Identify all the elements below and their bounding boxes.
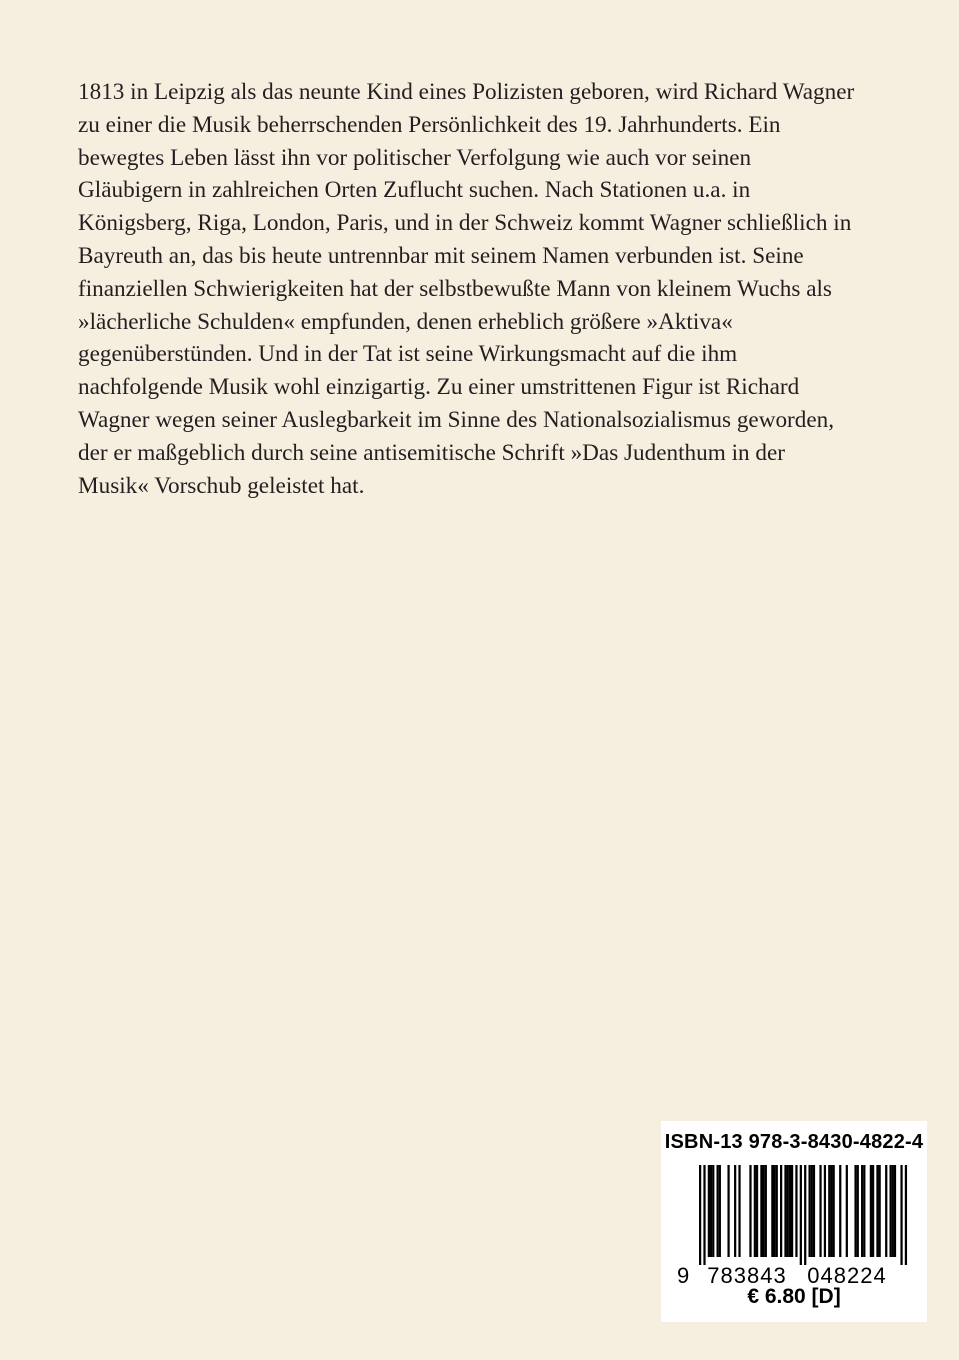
barcode-bar [905, 1165, 907, 1265]
isbn-label: ISBN-13 978-3-8430-4822-4 [664, 1131, 924, 1153]
barcode-bar [839, 1165, 841, 1257]
barcode-bar [776, 1165, 778, 1257]
description-line: der er maßgeblich durch seine antisemitische Schrift »Das Judenthum in der [78, 439, 786, 466]
barcode-bar [828, 1165, 830, 1257]
barcode-bar [784, 1165, 786, 1257]
barcode-left-digits: 783843 [707, 1263, 787, 1288]
barcode-bar [861, 1165, 863, 1257]
description-line: nachfolgende Musik wohl einzigartig. Zu einer umstrittenen Figur ist Richard [78, 374, 800, 401]
barcode-bar [780, 1165, 782, 1257]
barcode-bar [762, 1165, 764, 1257]
barcode-bar [824, 1165, 826, 1257]
barcode-bar [885, 1165, 887, 1257]
description-line: Wagner wegen seiner Auslegbarkeit im Sinne des Nationalsozialismus geworden, [78, 406, 835, 433]
barcode-bar [727, 1165, 729, 1257]
barcode-bar [833, 1165, 835, 1257]
barcode-bar [854, 1165, 856, 1257]
barcode-bar [719, 1165, 721, 1257]
barcode-bar [900, 1165, 902, 1265]
barcode-bar [795, 1165, 797, 1257]
barcode-bar [894, 1165, 896, 1257]
barcode-bar [710, 1165, 712, 1257]
barcode-bar [734, 1165, 736, 1257]
description-line: 1813 in Leipzig als das neunte Kind eines Polizisten geboren, wird Richard Wagner [78, 79, 855, 105]
barcode-bar [749, 1165, 751, 1257]
description-line: bewegtes Leben lässt ihn vor politischer Verfolgung wie auch vor seinen [78, 144, 752, 171]
barcode-bar [892, 1165, 894, 1257]
barcode-bar [813, 1165, 815, 1257]
barcode-right-digits: 048224 [807, 1263, 887, 1288]
barcode-bar [708, 1165, 710, 1257]
barcode-bar [800, 1165, 802, 1265]
description-line: Musik« Vorschub geleistet hat. [78, 472, 365, 499]
barcode-bar [879, 1165, 881, 1257]
barcode-bar [771, 1165, 773, 1257]
description-line: »lächerliche Schulden« empfunden, denen erheblich größere »Aktiva« [78, 308, 733, 335]
barcode-bar [876, 1165, 878, 1257]
barcode-bar [804, 1165, 806, 1265]
barcode-bar [870, 1165, 872, 1257]
barcode-bar [787, 1165, 789, 1257]
isbn-barcode-box [661, 1121, 927, 1322]
barcode-bar [765, 1165, 767, 1257]
barcode-bar [756, 1165, 758, 1257]
barcode-bar [717, 1165, 719, 1257]
description-line: zu einer die Musik beherrschenden Persönlichkeit des 19. Jahrhunderts. Ein [78, 111, 781, 138]
barcode-bar [811, 1165, 813, 1257]
barcode-bar [872, 1165, 874, 1257]
book-description [78, 76, 886, 502]
barcode-bar [703, 1165, 705, 1265]
description-line: Bayreuth an, das bis heute untrennbar mit seinem Namen verbunden ist. Seine [78, 242, 804, 269]
barcode-bar [808, 1165, 810, 1257]
barcode-bar [773, 1165, 775, 1257]
barcode-bar [754, 1165, 756, 1257]
barcode-bars [677, 1165, 911, 1265]
barcode-first-digit: 9 [677, 1263, 690, 1288]
description-line: Gläubigern in zahlreichen Orten Zuflucht suchen. Nach Stationen u.a. in [78, 177, 751, 204]
barcode-bar [889, 1165, 891, 1257]
barcode-bar [857, 1165, 859, 1257]
barcode-bar [791, 1165, 793, 1257]
barcode-bar [819, 1165, 821, 1257]
barcode-digits [677, 1263, 911, 1288]
barcode-bar [712, 1165, 714, 1257]
barcode-bar [699, 1165, 701, 1265]
barcode-bar [846, 1165, 848, 1257]
barcode-bar [738, 1165, 740, 1257]
price-label: € 6.80 [D] [747, 1285, 841, 1308]
description-line: finanziellen Schwierigkeiten hat der selbstbewußte Mann von kleinem Wuchs als [78, 275, 832, 302]
barcode-bar [863, 1165, 865, 1257]
barcode-bar [789, 1165, 791, 1257]
description-line: Königsberg, Riga, London, Paris, und in der Schweiz kommt Wagner schließlich in [78, 210, 852, 237]
barcode-bar [760, 1165, 762, 1257]
description-line: gegenüberstünden. Und in der Tat ist seine Wirkungsmacht auf die ihm [78, 341, 738, 368]
barcode-bar [830, 1165, 832, 1257]
